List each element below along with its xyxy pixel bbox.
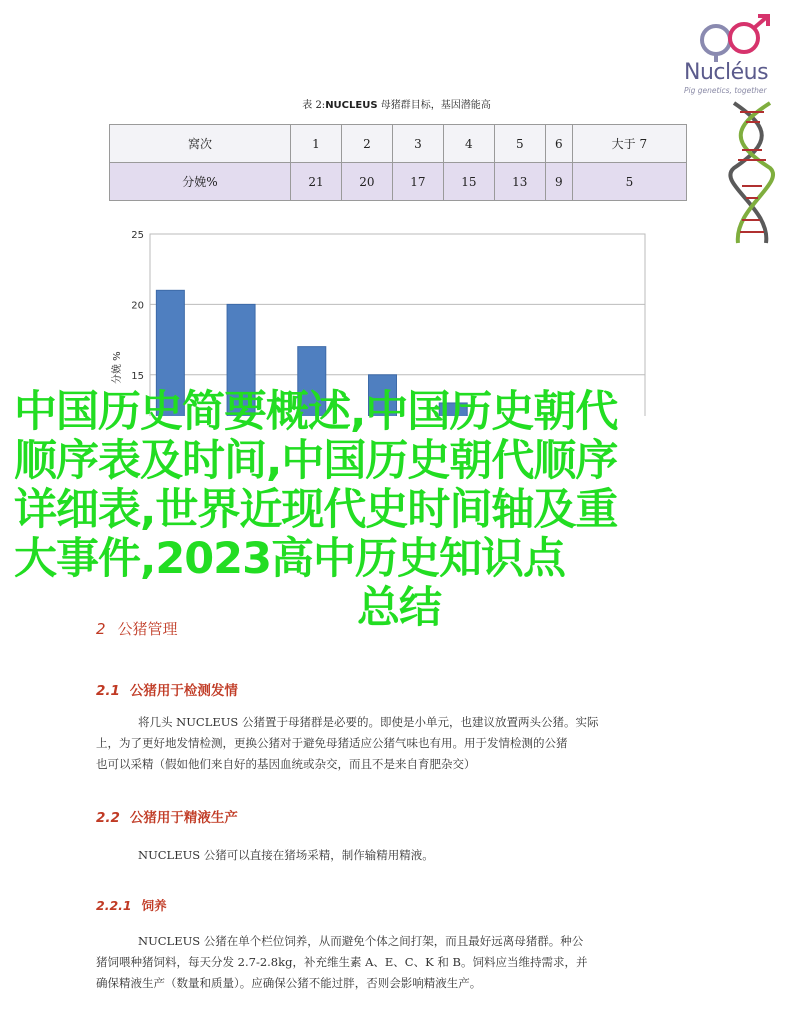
- table-cell: 17: [392, 163, 443, 201]
- table-row-parity: [110, 125, 687, 163]
- table-cell: 6: [545, 125, 572, 163]
- y-tick-label: 20: [131, 300, 144, 312]
- dna-helix-icon: [726, 98, 778, 248]
- table-row-farrowing: [110, 163, 687, 201]
- table-cell: 13: [494, 163, 545, 201]
- parity-table: [109, 124, 687, 201]
- table-cell: 大于 7: [572, 125, 686, 163]
- overlay-line: 中国历史简要概述,中国历史朝代: [14, 387, 618, 437]
- table-cell: 4: [443, 125, 494, 163]
- y-tick-label: 25: [131, 230, 144, 241]
- paragraph: NUCLEUS 公猪可以直接在猪场采精，制作输精用精液。: [138, 848, 434, 862]
- overlay-title: [14, 388, 784, 633]
- table-caption: 表 2:NUCLEUS 母猪群目标，基因潜能高: [302, 100, 491, 111]
- paragraph: NUCLEUS 公猪在单个栏位饲养，从而避免个体之间打架，而且最好远离母猪群。种公 猪饲喂种猪饲料，每天分发 2.7-2.8kg，补充维生素 A、E、C、K 和 B。饲料应当维持需求，并 确保精液生产（数量和质量）。应确保公猪不能过胖，否则会影响精液生产。: [96, 934, 588, 990]
- table-cell: 3: [392, 125, 443, 163]
- paragraph: 将几头 NUCLEUS 公猪置于母猪群是必要的。即使是小单元，也建议放置两头公猪。实际 上，为了更好地发情检测，更换公猪对于避免母猪适应公猪气味也有用。用于发情检测的公猪 也可以采精（假如他们来自好的基因血统或杂交，而且不是来自育肥杂交）: [96, 715, 599, 771]
- table-cell: 20: [341, 163, 392, 201]
- y-axis-label: 分娩 %: [112, 351, 123, 384]
- subsection-heading: 2.1 公猪用于检测发情: [96, 683, 238, 699]
- y-tick-label: 15: [131, 370, 144, 382]
- subsection-heading: 2.2 公猪用于精液生产: [96, 810, 238, 826]
- table-cell: 窝次: [110, 125, 291, 163]
- overlay-line: 总结: [357, 583, 441, 633]
- table-cell: 9: [545, 163, 572, 201]
- logo-tagline: Pig genetics, together: [684, 86, 767, 95]
- table-cell: 21: [291, 163, 342, 201]
- table-cell: 5: [572, 163, 686, 201]
- table-cell: 15: [443, 163, 494, 201]
- table-cell: 分娩%: [110, 163, 291, 201]
- overlay-line: 大事件,2023高中历史知识点: [14, 534, 566, 584]
- section-heading: 2 公猪管理: [96, 620, 178, 638]
- nucleus-logo: [680, 14, 785, 94]
- overlay-line: 顺序表及时间,中国历史朝代顺序: [14, 436, 618, 486]
- gender-symbols-icon: [688, 14, 778, 62]
- table-cell: 1: [291, 125, 342, 163]
- overlay-line: 详细表,世界近现代史时间轴及重: [14, 485, 618, 535]
- table-cell: 5: [494, 125, 545, 163]
- logo-wordmark: Nucléus: [684, 60, 769, 85]
- subsection-heading: 2.2.1 饲养: [96, 898, 167, 913]
- table-cell: 2: [341, 125, 392, 163]
